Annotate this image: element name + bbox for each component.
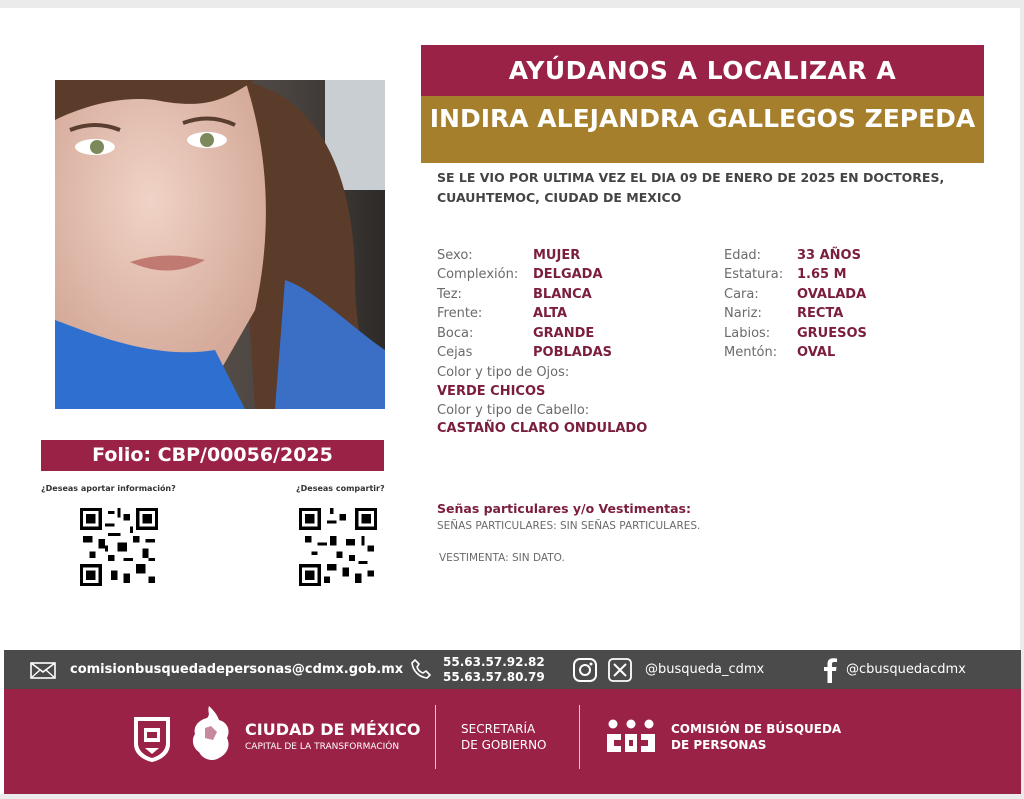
label-menton: Mentón: [724, 345, 778, 360]
label-ojos: Color y tipo de Ojos: [437, 365, 570, 380]
facebook-icon[interactable] [821, 656, 839, 684]
value-cabello: CASTAÑO CLARO ONDULADO [437, 421, 648, 436]
last-seen-text: SE LE VIO POR ULTIMA VEZ EL DIA 09 DE ENERO DE 2025 EN DOCTORES, CUAUHTEMOC, CIUDAD DE MEXICO [437, 170, 945, 205]
phone-2[interactable]: 55.63.57.80.79 [443, 670, 545, 684]
comision-line2: DE PERSONAS [671, 738, 767, 752]
value-cara: OVALADA [797, 287, 867, 302]
label-cejas: Cejas [437, 345, 473, 360]
twitter-handle[interactable]: @busqueda_cdmx [645, 662, 765, 677]
cdmx-map-logo-icon [187, 704, 233, 766]
label-estatura: Estatura: [724, 267, 784, 282]
comision-busqueda-logo-icon [607, 719, 663, 757]
cdmx-subtitle: CAPITAL DE LA TRANSFORMACIÓN [245, 742, 400, 752]
value-cejas: POBLADAS [533, 345, 613, 360]
facebook-handle[interactable]: @cbusquedacdmx [846, 662, 966, 677]
label-cabello: Color y tipo de Cabello: [437, 403, 590, 418]
info-question: ¿Deseas aportar información? [41, 484, 176, 493]
cdmx-title: CIUDAD DE MÉXICO [245, 720, 421, 739]
label-sexo: Sexo: [437, 248, 473, 263]
label-cara: Cara: [724, 287, 759, 302]
cdmx-coat-of-arms-icon [131, 714, 173, 764]
value-estatura: 1.65 M [797, 267, 847, 282]
person-name: INDIRA ALEJANDRA GALLEGOS ZEPEDA [421, 96, 984, 163]
folio-banner: Folio: CBP/00056/2025 [41, 440, 384, 471]
qr-code-info[interactable] [80, 508, 158, 586]
footer-divider-2 [579, 705, 580, 769]
vestimenta: VESTIMENTA: SIN DATO. [439, 552, 565, 564]
value-ojos: VERDE CHICOS [437, 384, 546, 399]
value-complexion: DELGADA [533, 267, 603, 282]
footer-logos [4, 689, 1021, 794]
secretaria-line1: SECRETARÍA [461, 722, 536, 736]
label-edad: Edad: [724, 248, 762, 263]
top-border [0, 0, 1024, 8]
value-frente: ALTA [533, 306, 568, 321]
label-boca: Boca: [437, 326, 474, 341]
senas-particulares: SEÑAS PARTICULARES: SIN SEÑAS PARTICULARES. [437, 520, 701, 532]
value-nariz: RECTA [797, 306, 844, 321]
label-nariz: Nariz: [724, 306, 762, 321]
phone-1[interactable]: 55.63.57.92.82 [443, 655, 545, 669]
label-complexion: Complexión: [437, 267, 519, 282]
phone-icon [410, 658, 432, 680]
missing-person-photo [55, 80, 385, 409]
contact-email[interactable]: comisionbusquedadepersonas@cdmx.gob.mx [70, 662, 404, 677]
value-tez: BLANCA [533, 287, 592, 302]
value-edad: 33 AÑOS [797, 248, 861, 263]
senas-heading: Señas particulares y/o Vestimentas: [437, 501, 691, 516]
value-labios: GRUESOS [797, 326, 867, 341]
value-sexo: MUJER [533, 248, 581, 263]
footer-divider-1 [435, 705, 436, 769]
value-menton: OVAL [797, 345, 836, 360]
label-labios: Labios: [724, 326, 771, 341]
share-question: ¿Deseas compartir? [296, 484, 385, 493]
headline: AYÚDANOS A LOCALIZAR A [421, 45, 984, 96]
bottom-border [0, 794, 1024, 799]
label-frente: Frente: [437, 306, 483, 321]
email-icon [30, 662, 56, 679]
qr-code-share[interactable] [299, 508, 377, 586]
instagram-icon[interactable] [572, 657, 598, 683]
value-boca: GRANDE [533, 326, 595, 341]
comision-line1: COMISIÓN DE BÚSQUEDA [671, 722, 842, 736]
x-twitter-icon[interactable] [607, 657, 633, 683]
contact-bar [4, 650, 1021, 689]
label-tez: Tez: [437, 287, 462, 302]
secretaria-line2: DE GOBIERNO [461, 738, 547, 752]
